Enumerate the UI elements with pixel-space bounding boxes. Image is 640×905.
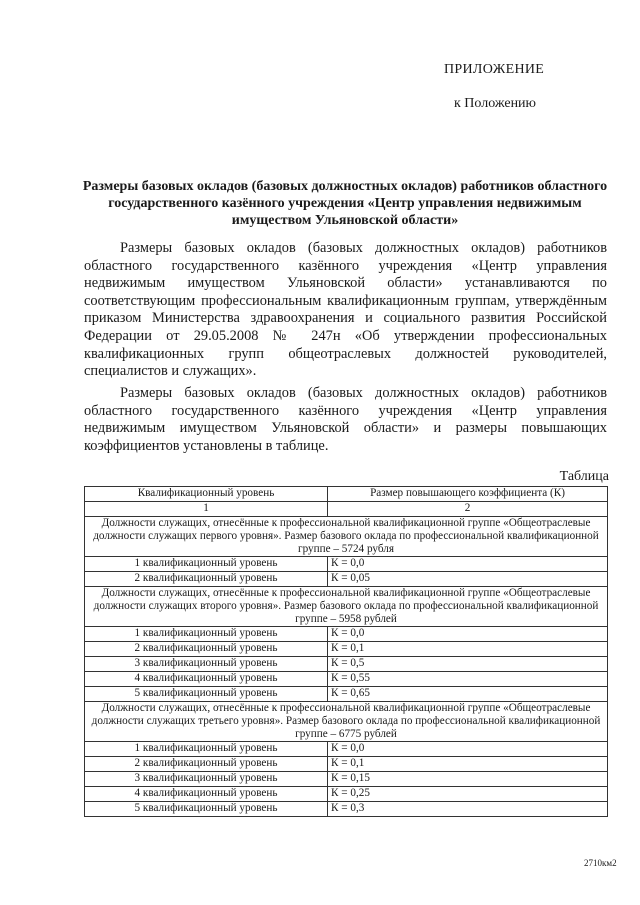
group-title: Должности служащих, отнесённые к профессиональной квалификационной группе «Общеотраслевые должности служащих третьего уровня». Размер базового оклада по профессиональной квалификационной группе – 6775 рублей bbox=[85, 702, 608, 742]
coefficient-cell: К = 0,25 bbox=[328, 787, 608, 802]
level-cell: 3 квалификационный уровень bbox=[85, 772, 328, 787]
coefficient-table bbox=[84, 486, 608, 817]
level-cell: 5 квалификационный уровень bbox=[85, 802, 328, 817]
table-row bbox=[85, 672, 608, 687]
header-number-1: 1 bbox=[85, 502, 328, 517]
coefficient-cell: К = 0,0 bbox=[328, 742, 608, 757]
level-cell: 2 квалификационный уровень bbox=[85, 757, 328, 772]
level-cell: 4 квалификационный уровень bbox=[85, 787, 328, 802]
level-cell: 2 квалификационный уровень bbox=[85, 572, 328, 587]
level-cell: 5 квалификационный уровень bbox=[85, 687, 328, 702]
group-title: Должности служащих, отнесённые к профессиональной квалификационной группе «Общеотраслевые должности служащих второго уровня». Размер базового оклада по профессиональной квалификационной группе – 5958 рублей bbox=[85, 587, 608, 627]
group-row bbox=[85, 517, 608, 557]
table-row bbox=[85, 557, 608, 572]
document-code: 2710км2 bbox=[584, 858, 617, 868]
coefficient-cell: К = 0,0 bbox=[328, 557, 608, 572]
table-caption: Таблица bbox=[559, 469, 609, 484]
table-header-numbers-row bbox=[85, 502, 608, 517]
coefficient-cell: К = 0,15 bbox=[328, 772, 608, 787]
level-cell: 1 квалификационный уровень bbox=[85, 557, 328, 572]
level-cell: 1 квалификационный уровень bbox=[85, 742, 328, 757]
table-row bbox=[85, 572, 608, 587]
table-row bbox=[85, 787, 608, 802]
group-title: Должности служащих, отнесённые к профессиональной квалификационной группе «Общеотраслевые должности служащих первого уровня». Размер базового оклада по профессиональной квалификационной группе – 5724 рубля bbox=[85, 517, 608, 557]
group-row bbox=[85, 587, 608, 627]
coefficient-cell: К = 0,5 bbox=[328, 657, 608, 672]
coefficient-cell: К = 0,0 bbox=[328, 627, 608, 642]
table-row bbox=[85, 757, 608, 772]
table-row bbox=[85, 742, 608, 757]
level-cell: 4 квалификационный уровень bbox=[85, 672, 328, 687]
coefficient-cell: К = 0,05 bbox=[328, 572, 608, 587]
paragraph-2: Размеры базовых окладов (базовых должностных окладов) работников областного государственного казённого учреждения «Центр управления недвижимым имуществом Ульяновской области» и размеры повышающих коэффициентов установлены в таблице. bbox=[84, 385, 607, 454]
level-cell: 3 квалификационный уровень bbox=[85, 657, 328, 672]
level-cell: 2 квалификационный уровень bbox=[85, 642, 328, 657]
coefficient-cell: К = 0,65 bbox=[328, 687, 608, 702]
table-row bbox=[85, 772, 608, 787]
table-row bbox=[85, 642, 608, 657]
document-title: Размеры базовых окладов (базовых должностных окладов) работников областного государственного казённого учреждения «Центр управления недвижимым имуществом Ульяновской области» bbox=[82, 179, 608, 228]
table-row bbox=[85, 657, 608, 672]
table-row bbox=[85, 687, 608, 702]
header-coefficient: Размер повышающего коэффициента (К) bbox=[328, 487, 608, 502]
table-row bbox=[85, 627, 608, 642]
coefficient-cell: К = 0,55 bbox=[328, 672, 608, 687]
table-header-row bbox=[85, 487, 608, 502]
coefficient-cell: К = 0,1 bbox=[328, 757, 608, 772]
coefficient-cell: К = 0,1 bbox=[328, 642, 608, 657]
table-row bbox=[85, 802, 608, 817]
paragraph-1: Размеры базовых окладов (базовых должностных окладов) работников областного государственного казённого учреждения «Центр управления недвижимым имуществом Ульяновской области» устанавливаются по соответствующим профессиональным квалификационным группам, утверждённым приказом Министерства здравоохранения и социального развития Российской Федерации от 29.05.2008 № 247н «Об утверждении профессиональных квалификационных групп общеотраслевых должностей руководителей, специалистов и служащих». bbox=[84, 240, 607, 380]
header-number-2: 2 bbox=[328, 502, 608, 517]
level-cell: 1 квалификационный уровень bbox=[85, 627, 328, 642]
group-row bbox=[85, 702, 608, 742]
header-level: Квалификационный уровень bbox=[85, 487, 328, 502]
appendix-reference: к Положению bbox=[454, 96, 537, 111]
appendix-heading: ПРИЛОЖЕНИЕ bbox=[444, 62, 545, 77]
coefficient-cell: К = 0,3 bbox=[328, 802, 608, 817]
